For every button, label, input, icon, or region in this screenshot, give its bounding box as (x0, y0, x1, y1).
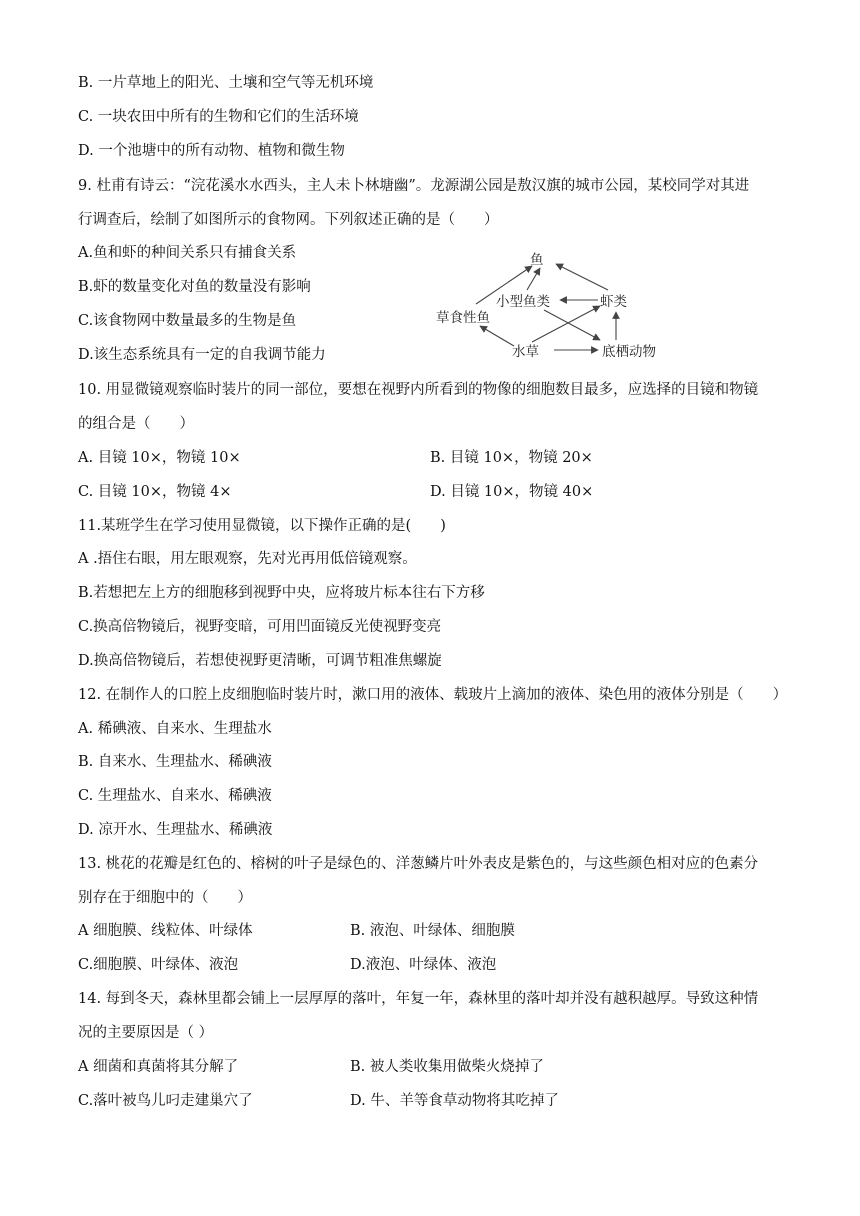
q9-stem-line1: 9. 杜甫有诗云：“浣花溪水水西头，主人未卜林塘幽”。龙源湖公园是敖汉旗的城市公园，某校同学对其进 (78, 178, 750, 194)
node-small-fish: 小型鱼类 (496, 294, 550, 310)
q10-option-b: B. 目镜 10×，物镜 20× (430, 450, 593, 466)
q9-stem-line2: 行调查后，绘制了如图所示的食物网。下列叙述正确的是（ ） (78, 212, 499, 228)
q14-option-b: B. 被人类收集用做柴火烧掉了 (350, 1059, 544, 1075)
q9-option-d: D.该生态系统具有一定的自我调节能力 (78, 347, 326, 363)
q14-option-d: D. 牛、羊等食草动物将其吃掉了 (350, 1093, 559, 1109)
q10-option-a: A. 目镜 10×，物镜 10× (78, 450, 241, 466)
q13-option-b: B. 液泡、叶绿体、细胞膜 (350, 923, 515, 939)
q8-option-d: D. 一个池塘中的所有动物、植物和微生物 (78, 143, 345, 159)
q11-option-b: B.若想把左上方的细胞移到视野中央，应将玻片标本往右下方移 (78, 585, 485, 601)
q11-option-a: A .捂住右眼，用左眼观察，先对光再用低倍镜观察。 (78, 551, 417, 567)
q13-option-c: C.细胞膜、叶绿体、液泡 (78, 957, 239, 973)
q10-stem-line1: 10. 用显微镜观察临时装片的同一部位，要想在视野内所看到的物像的细胞数目最多，应选择的目镜和物镜 (78, 382, 759, 398)
node-waterweed: 水草 (512, 344, 539, 360)
q10-option-c: C. 目镜 10×，物镜 4× (78, 484, 232, 500)
q8-option-c: C. 一块农田中所有的生物和它们的生活环境 (78, 109, 359, 125)
q10-stem-line2: 的组合是（ ） (78, 416, 194, 432)
q11-stem: 11.某班学生在学习使用显微镜，以下操作正确的是( ) (78, 518, 446, 534)
q13-stem-line1: 13. 桃花的花瓣是红色的、榕树的叶子是绿色的、洋葱鳞片叶外表皮是紫色的，与这些颜色相对应的色素分 (78, 856, 759, 872)
q13-stem-line2: 别存在于细胞中的（ ） (78, 890, 252, 906)
node-shrimp: 虾类 (600, 294, 627, 310)
q12-option-b: B. 自来水、生理盐水、稀碘液 (78, 754, 272, 770)
q10-option-d: D. 目镜 10×，物镜 40× (430, 484, 594, 500)
q14-stem-line2: 况的主要原因是（ ） (78, 1025, 214, 1041)
q11-option-d: D.换高倍物镜后，若想使视野更清晰，可调节粗准焦螺旋 (78, 653, 442, 669)
food-web-diagram (432, 238, 672, 364)
q12-option-c: C. 生理盐水、自来水、稀碘液 (78, 788, 272, 804)
q8-option-b: B. 一片草地上的阳光、土壤和空气等无机环境 (78, 75, 374, 91)
arrow-shrimp-to-fish (556, 264, 608, 290)
q9-option-b: B.虾的数量变化对鱼的数量没有影响 (78, 279, 311, 295)
arrow-waterweed-to-shrimp (532, 306, 600, 342)
q14-option-c: C.落叶被鸟儿叼走建巢穴了 (78, 1093, 253, 1109)
q12-stem: 12. 在制作人的口腔上皮细胞临时装片时，漱口用的液体、载玻片上滴加的液体、染色用的液体分别是（ ） (78, 687, 788, 703)
arrow-waterweed-to-herbivore-fish (480, 326, 514, 346)
q14-stem-line1: 14. 每到冬天，森林里都会铺上一层厚厚的落叶，年复一年，森林里的落叶却并没有越积越厚。导致这种情 (78, 991, 759, 1007)
q13-option-d: D.液泡、叶绿体、液泡 (350, 957, 497, 973)
node-fish: 鱼 (530, 252, 544, 268)
arrow-small-fish-to-benthic (544, 310, 600, 340)
q14-option-a: A 细菌和真菌将其分解了 (78, 1059, 239, 1075)
q11-option-c: C.换高倍物镜后，视野变暗，可用凹面镜反光使视野变亮 (78, 619, 442, 635)
q12-option-d: D. 凉开水、生理盐水、稀碘液 (78, 822, 273, 838)
node-herbivore-fish: 草食性鱼 (436, 310, 490, 326)
q9-option-c: C.该食物网中数量最多的生物是鱼 (78, 313, 297, 329)
q13-option-a: A 细胞膜、线粒体、叶绿体 (78, 923, 253, 939)
arrow-small-fish-to-fish (527, 268, 540, 290)
q12-option-a: A. 稀碘液、自来水、生理盐水 (78, 721, 272, 737)
node-benthic-animals: 底栖动物 (602, 344, 656, 360)
q9-option-a: A.鱼和虾的种间关系只有捕食关系 (78, 245, 297, 261)
